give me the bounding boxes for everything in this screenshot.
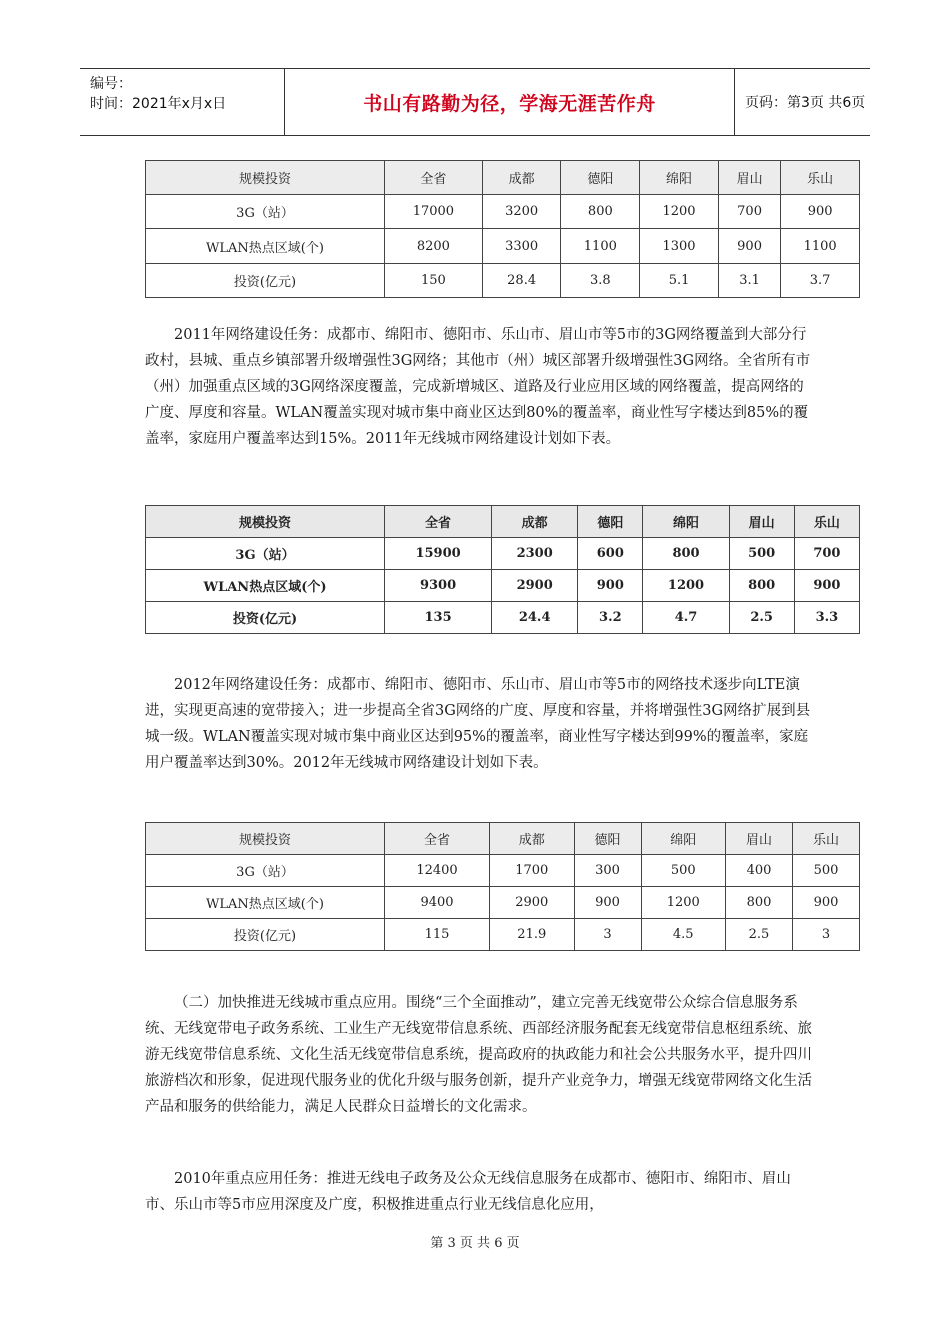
header-page-info: 页码：第3页 共6页 [745, 95, 866, 111]
table-cell: 3G（站） [146, 538, 385, 570]
table-row [146, 602, 860, 634]
header-meta [80, 69, 285, 135]
table-cell: 500 [641, 855, 726, 887]
table-cell: 115 [385, 919, 490, 951]
table-cell: WLAN热点区域(个) [146, 229, 385, 264]
table-header-cell: 规模投资 [146, 161, 385, 195]
paragraph-2011-tasks: 2011年网络建设任务：成都市、绵阳市、德阳市、乐山市、眉山市等5市的3G网络覆盖到大部分行政村，县城、重点乡镇部署升级增强性3G网络；其他市（州）城区部署升级增强性3G网络。全省所有市（州）加强重点区域的3G网络深度覆盖，完成新增城区、道路及行业应用区域的网络覆盖，提高网络的广度、厚度和容量。WLAN覆盖实现对城市集中商业区达到80%的覆盖率，商业性写字楼达到85%的覆盖率，家庭用户覆盖率达到15%。2011年无线城市网络建设计划如下表。 [145, 327, 811, 447]
table-cell: 300 [574, 855, 641, 887]
table-cell: 17000 [385, 195, 483, 229]
table-cell: 500 [729, 538, 794, 570]
table-cell: 3300 [482, 229, 561, 264]
table-cell: WLAN热点区域(个) [146, 570, 385, 602]
table-header-cell: 成都 [482, 161, 561, 195]
table-cell: 投资(亿元) [146, 264, 385, 298]
table-cell: 3.7 [781, 264, 860, 298]
table-cell: 3.1 [718, 264, 780, 298]
table-cell: 8200 [385, 229, 483, 264]
table-cell: 800 [643, 538, 729, 570]
table-cell: 1200 [643, 570, 729, 602]
table-header-cell: 眉山 [729, 506, 794, 538]
paragraph-2012-tasks: 2012年网络建设任务：成都市、绵阳市、德阳市、乐山市、眉山市等5市的网络技术逐步向LTE演进，实现更高速的宽带接入；进一步提高全省3G网络的广度、厚度和容量，并将增强性3G网络扩展到县城一级。WLAN覆盖实现对城市集中商业区达到95%的覆盖率，商业性写字楼达到99%的覆盖率，家庭用户覆盖率达到30%。2012年无线城市网络建设计划如下表。 [145, 677, 811, 771]
table-header-cell: 眉山 [718, 161, 780, 195]
table-cell: 150 [385, 264, 483, 298]
table-cell: 900 [781, 195, 860, 229]
table-2012-plan [145, 822, 860, 951]
table-cell: 28.4 [482, 264, 561, 298]
table-cell: 1200 [641, 887, 726, 919]
table-cell: 3.3 [794, 602, 859, 634]
table-header-row [146, 823, 860, 855]
table-row [146, 195, 860, 229]
header-motto: 书山有路勤为径，学海无涯苦作舟 [285, 69, 735, 135]
table-row [146, 887, 860, 919]
table-cell: 500 [792, 855, 859, 887]
table-cell: 投资(亿元) [146, 602, 385, 634]
table-header-row [146, 161, 860, 195]
table-cell: 24.4 [492, 602, 578, 634]
table-header-cell: 规模投资 [146, 506, 385, 538]
table-cell: 21.9 [490, 919, 575, 951]
table-header-cell: 全省 [385, 506, 492, 538]
table-cell: 800 [726, 887, 793, 919]
table-cell: 900 [574, 887, 641, 919]
table-2011-plan [145, 505, 860, 634]
table-2010-plan [145, 160, 860, 298]
table-row [146, 570, 860, 602]
table-cell: 900 [718, 229, 780, 264]
table-cell: 2300 [492, 538, 578, 570]
header-time-label: 时间：2021年x月x日 [90, 96, 227, 112]
table-cell: 2.5 [726, 919, 793, 951]
document-header [80, 68, 870, 136]
table-header-cell: 乐山 [794, 506, 859, 538]
table-cell: 3 [792, 919, 859, 951]
table-row [146, 229, 860, 264]
table-header-cell: 绵阳 [640, 161, 719, 195]
table-cell: 900 [578, 570, 643, 602]
table-header-cell: 绵阳 [643, 506, 729, 538]
table-cell: 投资(亿元) [146, 919, 385, 951]
table-cell: 15900 [385, 538, 492, 570]
table-cell: 4.7 [643, 602, 729, 634]
header-number-label: 编号： [90, 76, 132, 92]
table-cell: 1100 [561, 229, 640, 264]
table-cell: 600 [578, 538, 643, 570]
table-cell: 3.2 [578, 602, 643, 634]
table-cell: 135 [385, 602, 492, 634]
table-row [146, 919, 860, 951]
table-header-cell: 绵阳 [641, 823, 726, 855]
table-cell: 1700 [490, 855, 575, 887]
table-cell: 12400 [385, 855, 490, 887]
table-cell: 3 [574, 919, 641, 951]
table-cell: 2.5 [729, 602, 794, 634]
table-row [146, 538, 860, 570]
table-header-cell: 德阳 [561, 161, 640, 195]
table-cell: 800 [561, 195, 640, 229]
table-header-row [146, 506, 860, 538]
paragraph-2010-applications: 2010年重点应用任务：推进无线电子政务及公众无线信息服务在成都市、德阳市、绵阳市、眉山市、乐山市等5市应用深度及广度，积极推进重点行业无线信息化应用， [145, 1171, 791, 1213]
table-header-cell: 全省 [385, 161, 483, 195]
table-header-cell: 规模投资 [146, 823, 385, 855]
table-header-cell: 成都 [492, 506, 578, 538]
table-cell: 2900 [490, 887, 575, 919]
table-header-cell: 乐山 [792, 823, 859, 855]
table-header-cell: 德阳 [578, 506, 643, 538]
table-cell: 1300 [640, 229, 719, 264]
table-cell: 3200 [482, 195, 561, 229]
table-cell: 3G（站） [146, 855, 385, 887]
table-header-cell: 乐山 [781, 161, 860, 195]
table-cell: WLAN热点区域(个) [146, 887, 385, 919]
table-cell: 3.8 [561, 264, 640, 298]
table-cell: 2900 [492, 570, 578, 602]
table-cell: 400 [726, 855, 793, 887]
table-header-cell: 成都 [490, 823, 575, 855]
table-header-cell: 德阳 [574, 823, 641, 855]
table-header-cell: 眉山 [726, 823, 793, 855]
table-cell: 9300 [385, 570, 492, 602]
table-row [146, 855, 860, 887]
paragraph-section-two: （二）加快推进无线城市重点应用。围绕“三个全面推动”，建立完善无线宽带公众综合信息服务系统、无线宽带电子政务系统、工业生产无线宽带信息系统、西部经济服务配套无线宽带信息枢纽系统、旅游无线宽带信息系统、文化生活无线宽带信息系统，提高政府的执政能力和社会公共服务水平，提升四川旅游档次和形象，促进现代服务业的优化升级与服务创新，提升产业竞争力，增强无线宽带网络文化生活产品和服务的供给能力，满足人民群众日益增长的文化需求。 [145, 995, 812, 1115]
page-footer: 第 3 页 共 6 页 [430, 1236, 520, 1251]
table-cell: 1200 [640, 195, 719, 229]
table-cell: 900 [792, 887, 859, 919]
table-cell: 700 [794, 538, 859, 570]
table-cell: 4.5 [641, 919, 726, 951]
table-header-cell: 全省 [385, 823, 490, 855]
table-cell: 5.1 [640, 264, 719, 298]
table-cell: 700 [718, 195, 780, 229]
table-cell: 900 [794, 570, 859, 602]
table-cell: 1100 [781, 229, 860, 264]
table-cell: 3G（站） [146, 195, 385, 229]
table-cell: 800 [729, 570, 794, 602]
table-cell: 9400 [385, 887, 490, 919]
table-row [146, 264, 860, 298]
